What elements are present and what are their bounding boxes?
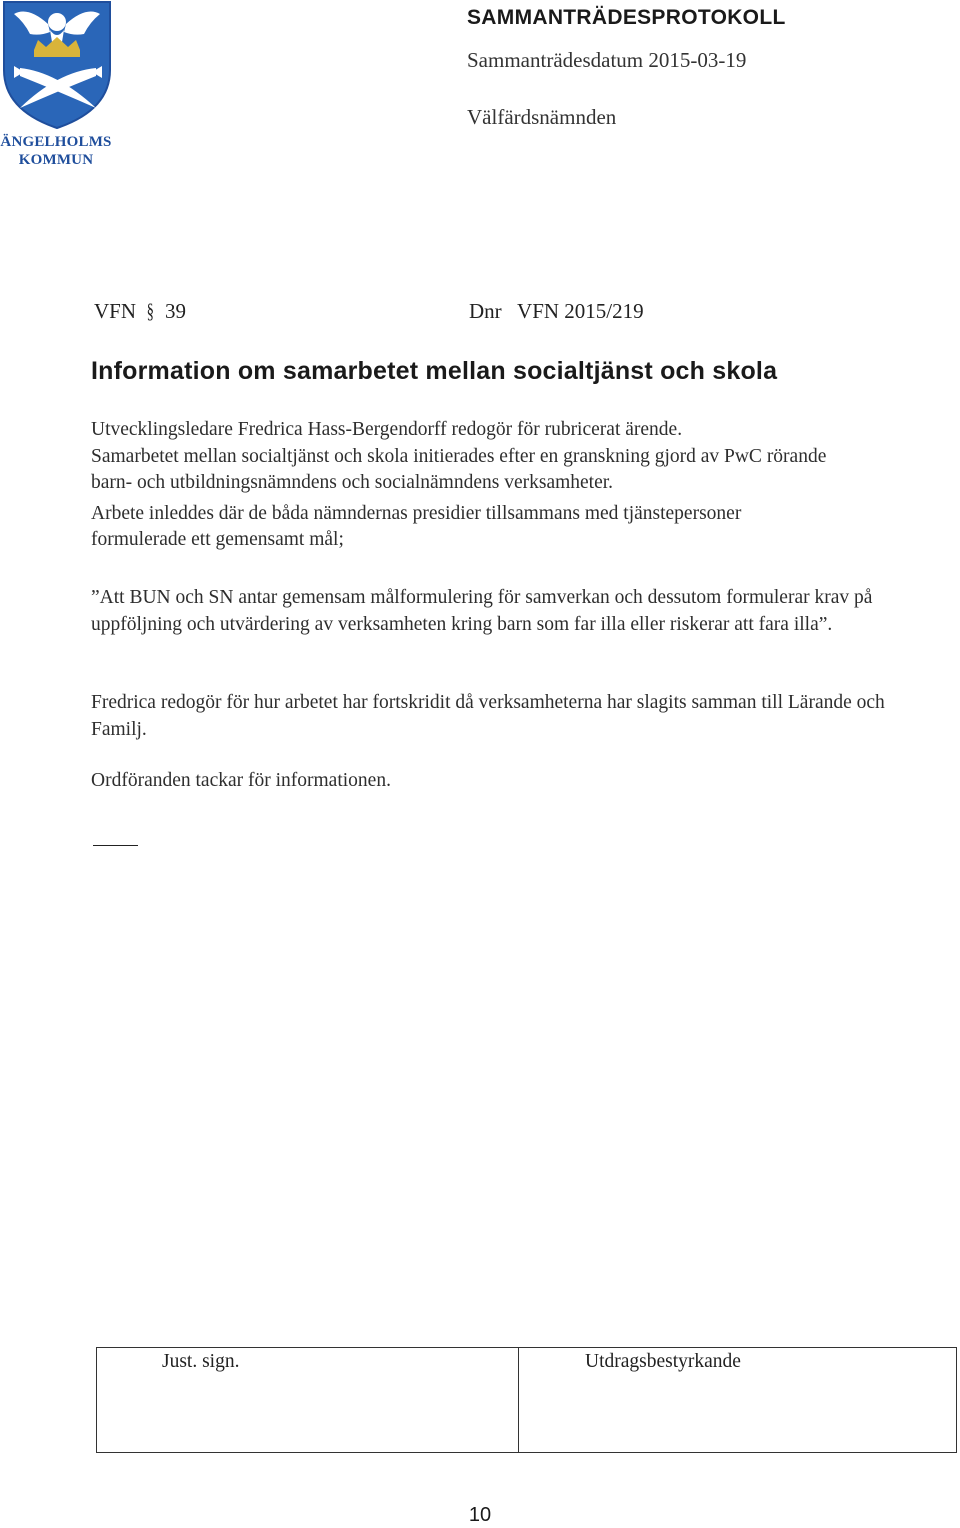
case-number: 39 [165, 299, 187, 323]
section-heading: Information om samarbetet mellan socialtjänst och skola [91, 357, 778, 385]
document-title: SAMMANTRÄDESPROTOKOLL [467, 6, 786, 29]
paragraph-text: Ordföranden tackar för informationen. [91, 770, 391, 791]
just-sign-label: Just. sign. [162, 1351, 240, 1372]
dnr-label: Dnr [469, 299, 502, 323]
dnr-value: VFN 2015/219 [517, 299, 644, 323]
logo-text-line2: KOMMUN [18, 152, 94, 168]
end-rule [93, 845, 138, 846]
case-reference [94, 299, 186, 324]
committee-name: Välfärdsnämnden [467, 105, 617, 129]
goal-quote [91, 585, 941, 638]
body-line: barn- och utbildningsnämndens och socialnämndens verksamheter. [91, 472, 614, 493]
dnr-reference [469, 299, 644, 324]
progress-paragraph [91, 690, 911, 743]
intro-paragraph [91, 417, 951, 554]
case-prefix: VFN [94, 299, 137, 323]
page-number: 10 [468, 1504, 492, 1526]
coat-of-arms-icon [0, 0, 118, 130]
signature-cell-extract-certification [519, 1348, 956, 1452]
body-line: Samarbetet mellan socialtjänst och skola initierades efter en granskning gjord av PwC rörande [91, 445, 827, 467]
body-line: formulerade ett gemensamt mål; [91, 529, 344, 550]
signature-cell-just-sign [97, 1348, 519, 1452]
section-sign: § [146, 299, 155, 323]
body-line: Utvecklingsledare Fredrica Hass-Bergendorff redogör för rubricerat ärende. [91, 419, 683, 440]
body-line: Arbete inleddes där de båda nämndernas presidier tillsammans med tjänstepersoner [91, 502, 742, 524]
quote-text: ”Att BUN och SN antar gemensam målformulering för samverkan och dessutom formulerar krav på uppföljning och utvärdering av verksamheten kring barn som far illa eller riskerar att fara illa”. [91, 587, 873, 635]
municipality-logo [0, 0, 118, 175]
signature-box [96, 1347, 957, 1453]
logo-text-line1: ÄNGELHOLMS [0, 134, 112, 150]
meeting-date: Sammanträdesdatum 2015-03-19 [467, 48, 747, 72]
paragraph-text: Fredrica redogör för hur arbetet har fortskridit då verksamheterna har slagits samman till Lärande och Familj. [91, 692, 885, 740]
extract-certification-label: Utdragsbestyrkande [585, 1351, 741, 1372]
closing-paragraph [91, 768, 951, 795]
